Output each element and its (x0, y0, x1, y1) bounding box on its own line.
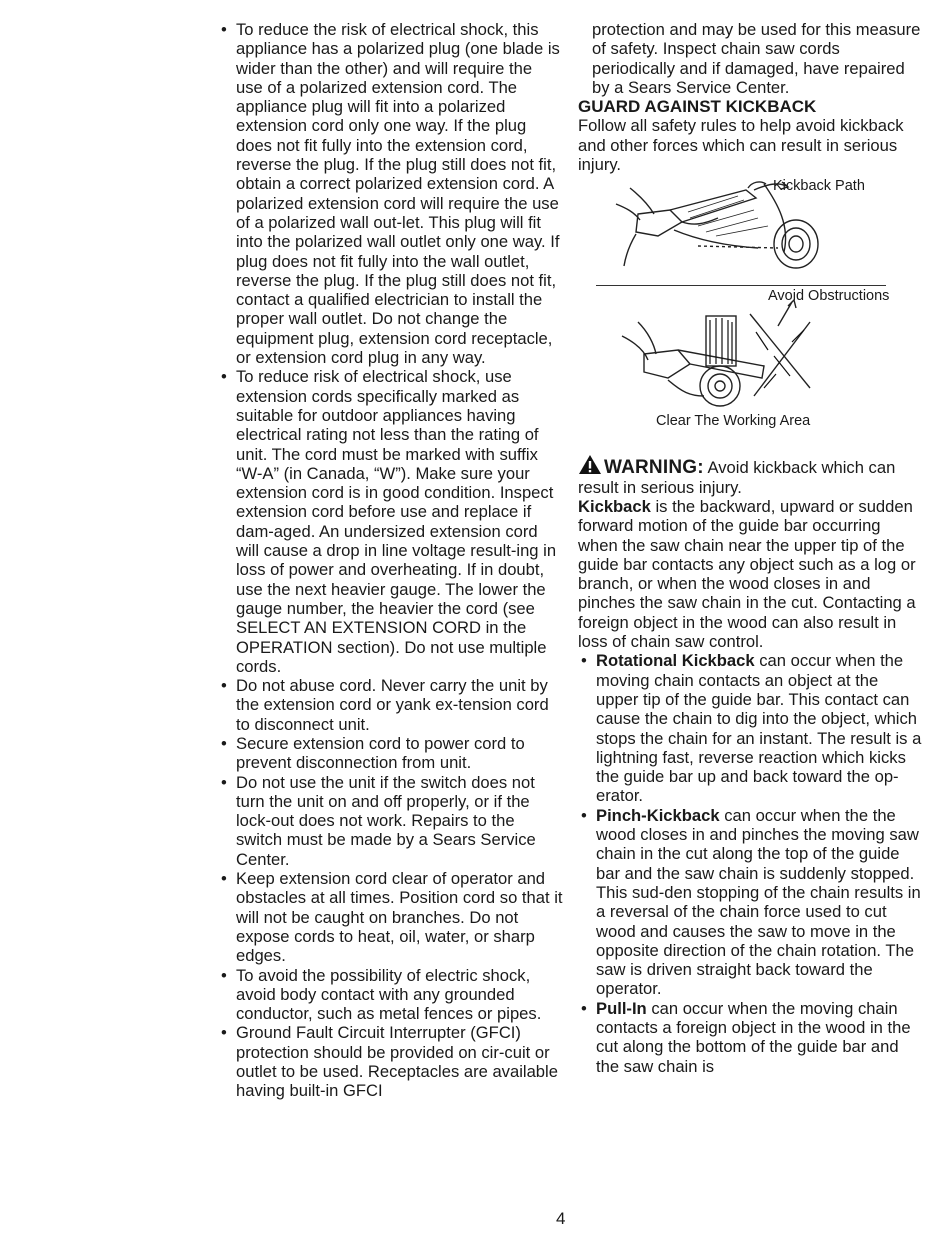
avoid-obstructions-illustration (578, 292, 878, 414)
list-item: • To avoid the possibility of electric shock, avoid body contact with any grounded conductor, such as metal fences or pipes. (218, 966, 563, 1024)
right-column (578, 20, 923, 1076)
warning-label: WARNING: (604, 457, 704, 479)
bullet-term: Pinch-Kickback (596, 805, 720, 825)
bullet-text: can occur when the moving chain contacts a foreign object in the wood in the cut along the bottom of the guide bar and the saw chain is (596, 998, 911, 1076)
avoid-obstructions-figure (578, 288, 908, 432)
section-intro: Follow all safety rules to help avoid kickback and other forces which can result in serious injury. (578, 116, 904, 175)
list-item (578, 806, 923, 999)
warning-statement (578, 454, 923, 497)
figure-caption-top: Avoid Obstructions (768, 288, 890, 305)
left-column (218, 20, 563, 1101)
list-item: • To reduce the risk of electrical shock, this appliance has a polarized plug (one blade is wider than the other) and will require the use of a polarized extension cord. The appliance plug will fit into a polarized extension cord only one way. If the plug does not fit fully into the extension cord, reverse the plug. If the plug still does not fit, obtain a correct polarized extension cord. A polarized extension cord will require the use of a polarized wall out-let. This plug will fit into the polarized wall outlet only one way. If plug does not fit fully into the wall outlet, reverse the plug. If the plug still does not fit, contact a qualified electrician to install the proper wall outlet. Do not change the equipment plug, extension cord receptacle, or extension cord plug in any way. (218, 20, 563, 367)
list-item: • Secure extension cord to power cord to prevent disconnection from unit. (218, 734, 563, 773)
bullet-term: Pull-In (596, 998, 647, 1018)
page-number: 4 (556, 1209, 566, 1228)
kickback-definition (578, 497, 923, 651)
list-item (578, 651, 923, 805)
continuation-text: protection and may be used for this measure of safety. Inspect chain saw cords periodically and if damaged, have repaired by a Sears Service Center. (592, 20, 921, 97)
list-item (578, 999, 923, 1076)
warning-triangle-icon (578, 454, 602, 475)
kickback-text: is the backward, upward or sudden forward motion of the guide bar occurring when the saw chain near the upper tip of the guide bar contacts any object such as a log or branch, or when the wood closes in and pinches the saw chain in the cut. Contacting a foreign object in the wood can also result in loss of chain saw control. (578, 496, 916, 652)
electrical-safety-list (218, 20, 563, 1101)
kickback-term: Kickback (578, 496, 651, 516)
list-item: • Keep extension cord clear of operator and obstacles at all times. Position cord so that it will not be caught on branches. Do not expose cords to heat, oil, water, or sharp edges. (218, 869, 563, 965)
list-item: • To reduce risk of electrical shock, use extension cords specifically marked as suitable for outdoor appliances having electrical rating not less than the rating of unit. The cord must be marked with suffix “W-A” (in Canada, “W”). Make sure your extension cord is in good condition. Inspect extension cord before use and replace if dam-aged. An undersized extension cord will cause a drop in line voltage result-ing in loss of power and overheating. If in doubt, use the next heavier gauge. The lower the gauge number, the heavier the cord (see SELECT AN EXTENSION CORD in the OPERATION section). Do not use multiple cords. (218, 367, 563, 676)
warning-lead: Avoid kickback which can result in serious injury. (578, 458, 896, 497)
figure-caption-bottom: Clear The Working Area (656, 413, 811, 430)
list-item: • Do not abuse cord. Never carry the unit by the extension cord or yank ex-tension cord to disconnect unit. (218, 676, 563, 734)
bullet-text: can occur when the moving chain contacts an object at the upper tip of the guide bar. This contact can cause the chain to dig into the object, which stops the chain for an instant. The result is a lightning fast, reverse reaction which kicks the guide bar up and back toward the op-erator. (596, 651, 922, 806)
kickback-types-list (578, 651, 923, 1076)
bullet-term: Rotational Kickback (596, 651, 755, 671)
list-item: • Do not use the unit if the switch does not turn the unit on and off properly, or if the lock-out does not work. Repairs to the switch must be made by a Sears Service Center. (218, 773, 563, 869)
figure-divider (596, 285, 886, 286)
kickback-path-figure (578, 174, 908, 279)
list-item: • Ground Fault Circuit Interrupter (GFCI) protection should be provided on cir-cuit or outlet to be used. Receptacles are available having built-in GFCI (218, 1023, 563, 1100)
figure-caption: Kickback Path (773, 178, 865, 195)
bullet-text: can occur when the the wood closes in and pinches the moving saw chain in the cut along the top of the guide bar and the saw chain is suddenly stopped. This sud-den stopping of the chain results in a reversal of the chain force used to cut wood and causes the saw to move in the opposite direction of the chain rotation. The saw is driven straight back toward the operator. (596, 805, 921, 999)
section-heading: GUARD AGAINST KICKBACK (578, 97, 817, 117)
